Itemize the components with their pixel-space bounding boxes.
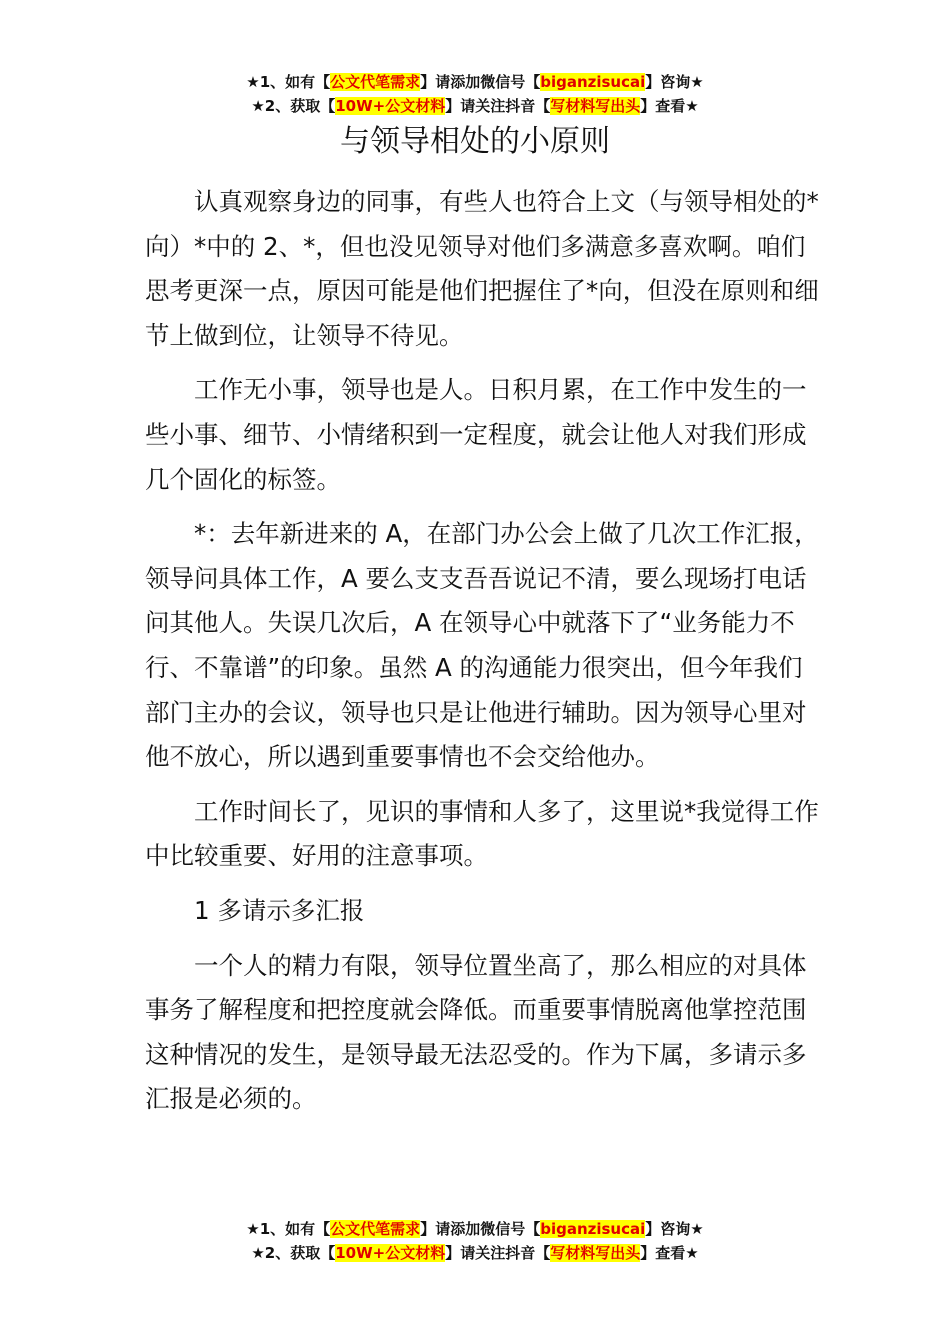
- banner-highlight-wechat: biganzisucai: [540, 1220, 646, 1238]
- banner-line-2: [0, 1241, 950, 1265]
- banner-highlight: 公文代笔需求: [330, 73, 421, 91]
- banner-text: 】查看★: [640, 1244, 699, 1262]
- banner-text: 】查看★: [640, 97, 699, 115]
- paragraph: 工作无小事，领导也是人。日积月累，在工作中发生的一些小事、细节、小情绪积到一定程度，就会让他人对我们形成几个固化的标签。: [145, 375, 807, 494]
- banner-text: 】咨询★: [645, 73, 704, 91]
- banner-text: 】咨询★: [645, 1220, 704, 1238]
- header-banner: [0, 70, 950, 118]
- paragraph: 工作时间长了，见识的事情和人多了，这里说*我觉得工作中比较重要、好用的注意事项。: [145, 796, 819, 871]
- banner-text: ★2、获取【: [251, 97, 336, 115]
- banner-text: 】请关注抖音【: [445, 97, 551, 115]
- banner-text: 】请关注抖音【: [445, 1244, 551, 1262]
- banner-text: ★1、如有【: [246, 73, 331, 91]
- banner-line-2: [0, 94, 950, 118]
- paragraph: 一个人的精力有限，领导位置坐高了，那么相应的对具体事务了解程度和把控度就会降低。而重要事情脱离他掌控范围这种情况的发生，是领导最无法忍受的。作为下属，多请示多汇报是必须的。: [145, 950, 807, 1114]
- banner-highlight: 10W+公文材料: [335, 1244, 446, 1262]
- page-title: 与领导相处的小原则: [340, 124, 610, 159]
- document-body: [145, 180, 820, 1132]
- banner-highlight-douyin: 写材料写出头: [550, 97, 641, 115]
- banner-highlight: 公文代笔需求: [330, 1220, 421, 1238]
- banner-highlight-wechat: biganzisucai: [540, 73, 646, 91]
- paragraph: 认真观察身边的同事，有些人也符合上文（与领导相处的*向）*中的 2、*，但也没见领导对他们多满意多喜欢啊。咱们思考更深一点，原因可能是他们把握住了*向，但没在原则和细节上做到位，让领导不待见。: [145, 187, 819, 350]
- section-heading: 1 多请示多汇报: [194, 895, 365, 925]
- banner-text: ★1、如有【: [246, 1220, 331, 1238]
- paragraph: *：去年新进来的 A，在部门办公会上做了几次工作汇报，领导问具体工作，A 要么支支吾吾说记不清，要么现场打电话问其他人。失误几次后，A 在领导心中就落下了“业务能力不行、不靠谱”的印象。虽然 A 的沟通能力很突出，但今年我们部门主办的会议，领导也只是让他进行辅助。因为领导心里对他不放心，所以遇到重要事情也不会交给他办。: [145, 519, 819, 772]
- banner-text: 】请添加微信号【: [420, 1220, 541, 1238]
- banner-line-1: [0, 1217, 950, 1241]
- footer-banner: [0, 1217, 950, 1265]
- banner-highlight-douyin: 写材料写出头: [550, 1244, 641, 1262]
- banner-highlight: 10W+公文材料: [335, 97, 446, 115]
- banner-text: 】请添加微信号【: [420, 73, 541, 91]
- banner-text: ★2、获取【: [251, 1244, 336, 1262]
- banner-line-1: [0, 70, 950, 94]
